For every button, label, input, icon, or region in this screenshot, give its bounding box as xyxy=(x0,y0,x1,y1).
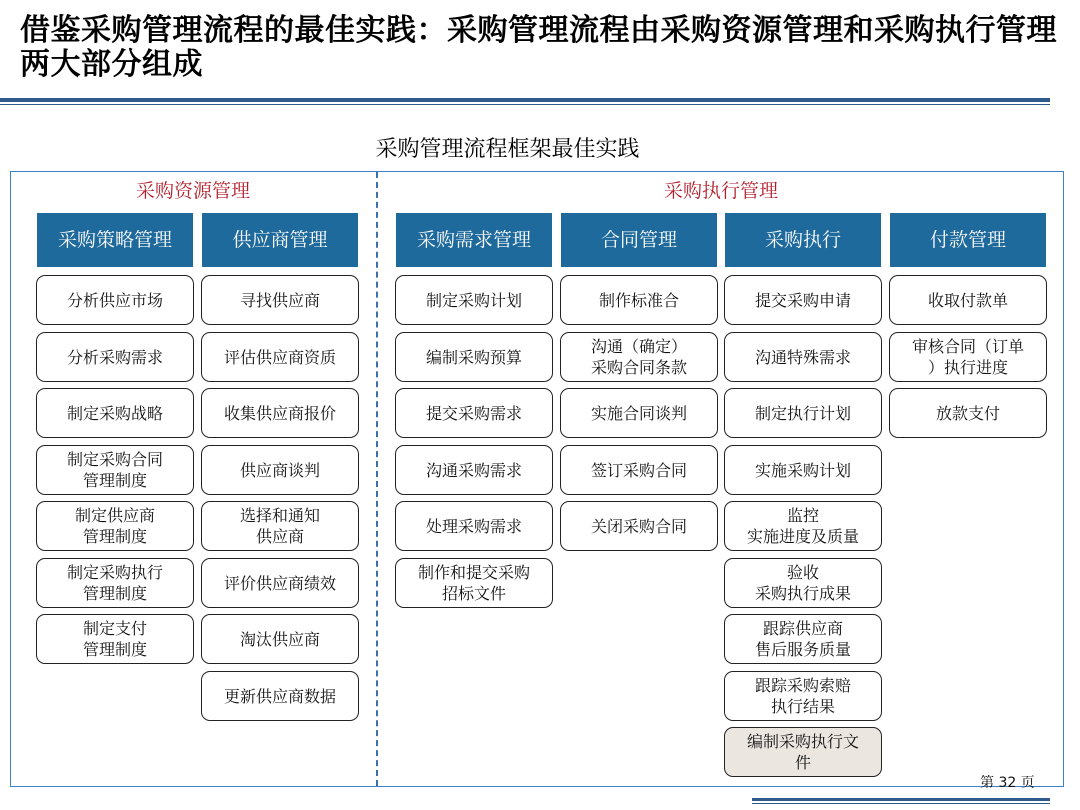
column-header: 采购策略管理 xyxy=(37,213,193,267)
process-step: 监控 实施进度及质量 xyxy=(724,501,882,551)
process-step: 签订采购合同 xyxy=(560,445,718,495)
process-step: 审核合同（订单 ）执行进度 xyxy=(889,332,1047,382)
column-header: 付款管理 xyxy=(890,213,1046,267)
process-step: 制定支付 管理制度 xyxy=(36,614,194,664)
process-step: 制定执行计划 xyxy=(724,388,882,438)
process-step: 评价供应商绩效 xyxy=(201,558,359,608)
process-step: 收集供应商报价 xyxy=(201,388,359,438)
title-rule-thin xyxy=(0,104,1050,105)
process-step: 放款支付 xyxy=(889,388,1047,438)
slide-title: 借鉴采购管理流程的最佳实践：采购管理流程由采购资源管理和采购执行管理两大部分组成 xyxy=(20,13,1057,82)
process-step: 制定供应商 管理制度 xyxy=(36,501,194,551)
process-step: 分析供应市场 xyxy=(36,275,194,325)
column-header: 采购执行 xyxy=(725,213,881,267)
page-number: 第 32 页 xyxy=(980,775,1035,791)
process-step: 淘汰供应商 xyxy=(201,614,359,664)
process-step: 沟通采购需求 xyxy=(395,445,553,495)
process-step: 编制采购预算 xyxy=(395,332,553,382)
section-title-resource: 采购资源管理 xyxy=(135,180,250,202)
footer-rule xyxy=(752,798,1050,801)
process-step: 提交采购申请 xyxy=(724,275,882,325)
process-step: 沟通（确定） 采购合同条款 xyxy=(560,332,718,382)
process-step: 制定采购执行 管理制度 xyxy=(36,558,194,608)
process-step: 更新供应商数据 xyxy=(201,671,359,721)
process-step: 供应商谈判 xyxy=(201,445,359,495)
process-step: 收取付款单 xyxy=(889,275,1047,325)
process-step: 验收 采购执行成果 xyxy=(724,558,882,608)
process-step: 关闭采购合同 xyxy=(560,501,718,551)
process-step: 制定采购计划 xyxy=(395,275,553,325)
column-header: 供应商管理 xyxy=(202,213,358,267)
title-rule xyxy=(0,98,1050,102)
process-step: 处理采购需求 xyxy=(395,501,553,551)
process-step: 编制采购执行文 件 xyxy=(724,727,882,777)
process-step: 实施采购计划 xyxy=(724,445,882,495)
column-header: 合同管理 xyxy=(561,213,717,267)
process-step: 制作标准合 xyxy=(560,275,718,325)
process-step: 评估供应商资质 xyxy=(201,332,359,382)
process-step: 制作和提交采购 招标文件 xyxy=(395,558,553,608)
process-step: 寻找供应商 xyxy=(201,275,359,325)
process-step: 制定采购战略 xyxy=(36,388,194,438)
section-divider xyxy=(376,172,378,786)
section-title-execution: 采购执行管理 xyxy=(663,180,778,202)
process-step: 跟踪供应商 售后服务质量 xyxy=(724,614,882,664)
column-header: 采购需求管理 xyxy=(396,213,552,267)
process-step: 跟踪采购索赔 执行结果 xyxy=(724,671,882,721)
process-step: 选择和通知 供应商 xyxy=(201,501,359,551)
process-step: 提交采购需求 xyxy=(395,388,553,438)
process-step: 制定采购合同 管理制度 xyxy=(36,445,194,495)
process-step: 沟通特殊需求 xyxy=(724,332,882,382)
framework-title: 采购管理流程框架最佳实践 xyxy=(375,137,640,162)
process-step: 分析采购需求 xyxy=(36,332,194,382)
footer-rule-thin xyxy=(752,803,1050,804)
process-step: 实施合同谈判 xyxy=(560,388,718,438)
